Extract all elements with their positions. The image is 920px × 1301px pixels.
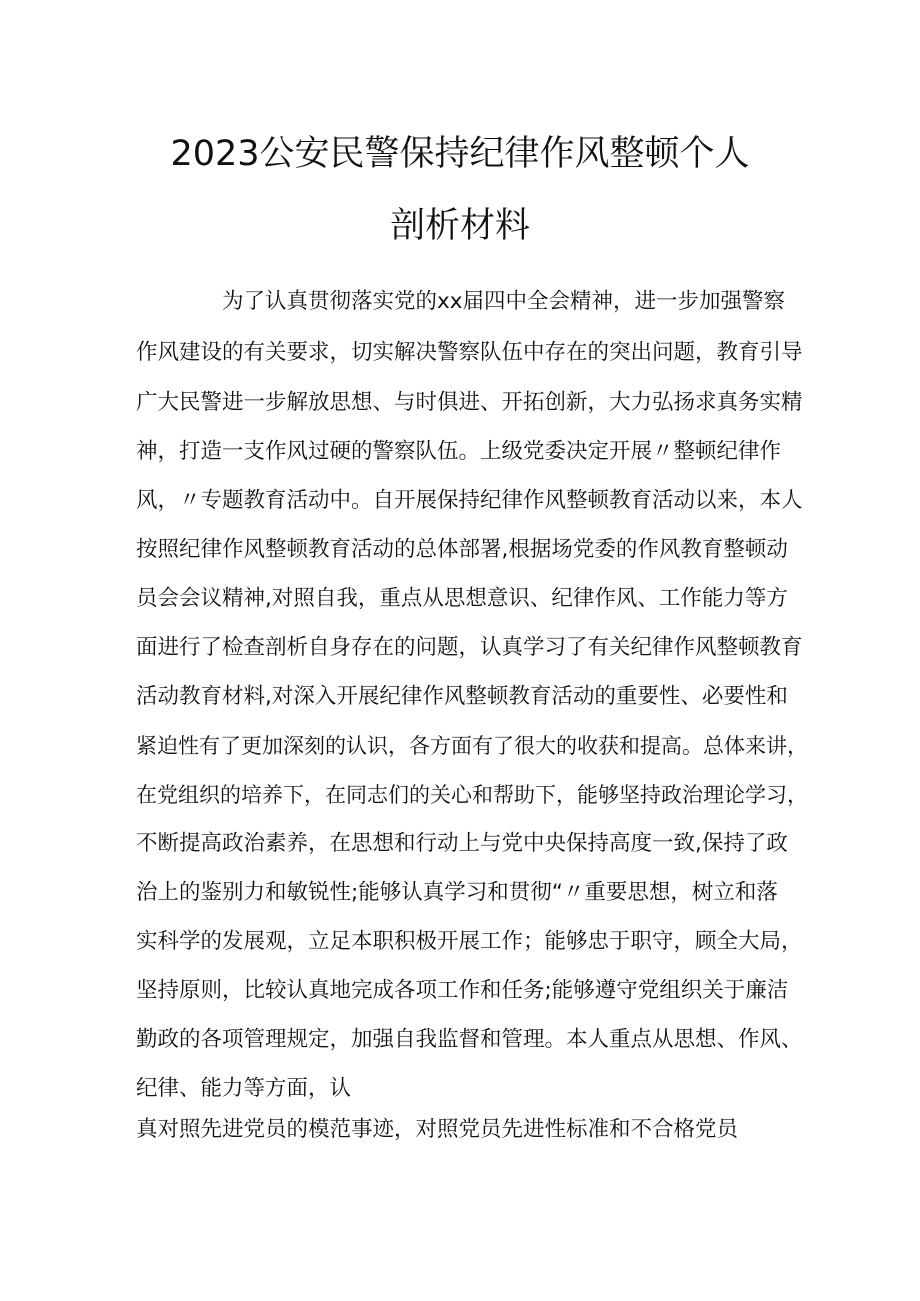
paragraph-line: 风，〃专题教育活动中。自开展保持纪律作风整顿教育活动以来，本人 [136, 488, 803, 513]
paragraph-line: 纪律、能力等方面，认 [136, 1076, 352, 1101]
paragraph-line: 按照纪律作风整顿教育活动的总体部署,根据场党委的作风教育整顿动 [136, 537, 788, 562]
paragraph-line: 面进行了检查剖析自身存在的问题，认真学习了有关纪律作风整顿教育 [136, 635, 803, 660]
document-title-line-1: 2023公安民警保持纪律作风整顿个人 [170, 134, 750, 174]
paragraph-line: 真对照先进党员的模范事迹，对照党员先进性标准和不合格党员 [136, 1117, 739, 1142]
paragraph-line: 作风建设的有关要求，切实解决警察队伍中存在的突出问题，教育引导 [136, 340, 803, 365]
document-title-line-2: 剖析材料 [389, 206, 530, 246]
paragraph-line: 不断提高政治素养，在思想和行动上与党中央保持高度一致,保持了政 [136, 831, 788, 856]
paragraph-line: 为了认真贯彻落实党的xx届四中全会精神，进一步加强警察 [222, 289, 785, 314]
paragraph-line: 员会会议精神,对照自我，重点从思想意识、纪律作风、工作能力等方 [136, 586, 788, 611]
paragraph-line: 治上的鉴别力和敏锐性;能够认真学习和贯彻“〃重要思想，树立和落 [136, 880, 778, 905]
paragraph-line: 实科学的发展观，立足本职积极开展工作；能够忠于职守，顾全大局， [136, 929, 803, 954]
paragraph-line: 紧迫性有了更加深刻的认识，各方面有了很大的收获和提高。总体来讲， [136, 734, 808, 758]
paragraph-line: 活动教育材料,对深入开展纪律作风整顿教育活动的重要性、必要性和 [136, 684, 788, 709]
paragraph-line: 广大民警进一步解放思想、与时俱进、开拓创新，大力弘扬求真务实精 [136, 390, 803, 415]
paragraph-line: 神，打造一支作风过硬的警察队伍。上级党委决定开展〃整顿纪律作 [136, 439, 782, 464]
paragraph-line: 勤政的各项管理规定，加强自我监督和管理。本人重点从思想、作风、 [136, 1027, 803, 1052]
paragraph-line: 坚持原则，比较认真地完成各项工作和任务;能够遵守党组织关于廉洁 [136, 978, 789, 1003]
paragraph-line: 在党组织的培养下，在同志们的关心和帮助下，能够坚持政治理论学习， [136, 783, 808, 807]
